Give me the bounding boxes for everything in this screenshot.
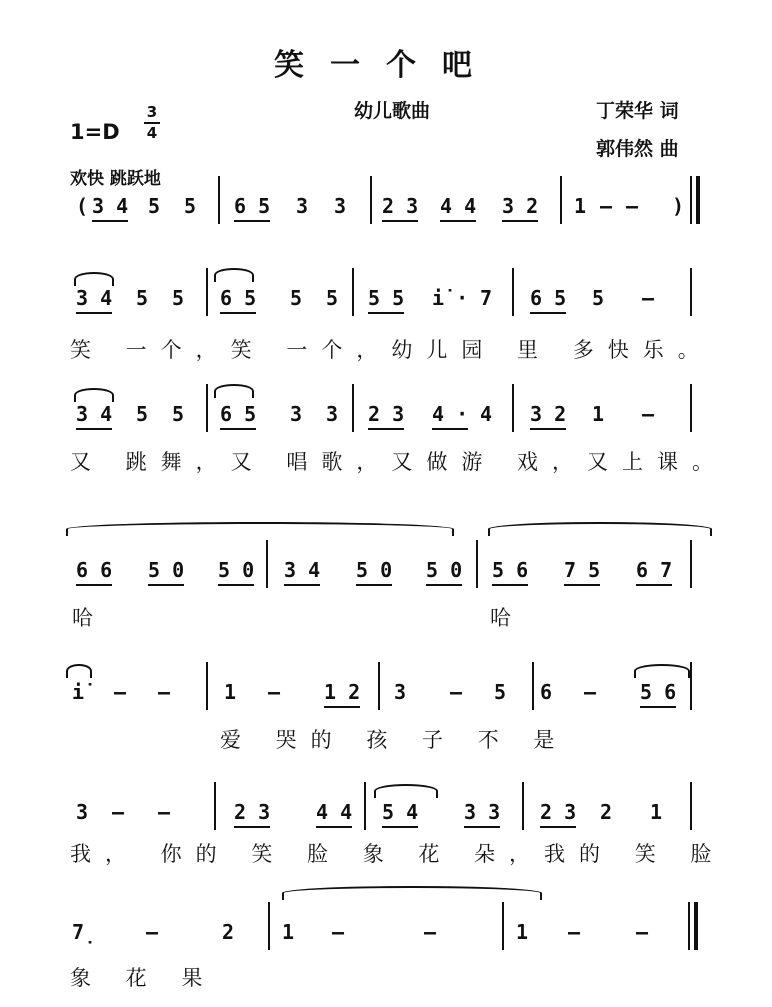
note: – — [146, 920, 159, 944]
time-sig-bottom: 4 — [146, 124, 158, 142]
key-signature: 1=D — [70, 120, 120, 144]
beam-underline — [356, 584, 392, 586]
beam-underline — [564, 584, 600, 586]
barline — [690, 384, 692, 432]
note: 5 — [592, 286, 605, 310]
note: 4 · — [432, 402, 469, 426]
note: 5 — [172, 402, 185, 426]
slur-arc — [66, 522, 454, 536]
note: 7̣ — [72, 920, 97, 944]
barline — [268, 902, 270, 950]
note: 5 4 — [382, 800, 419, 824]
note: – — [424, 920, 437, 944]
barline — [560, 176, 562, 224]
barline — [502, 902, 504, 950]
note: 6 5 — [220, 402, 257, 426]
beam-underline — [234, 826, 270, 828]
note: 7 5 — [564, 558, 601, 582]
beam-underline — [382, 220, 418, 222]
note: – — [600, 194, 613, 218]
note: 4 — [480, 402, 493, 426]
double-barline — [690, 176, 692, 224]
note: 3 — [290, 402, 303, 426]
note: – — [450, 680, 463, 704]
note: 1 — [650, 800, 663, 824]
beam-underline — [540, 826, 576, 828]
note: 5 — [290, 286, 303, 310]
note: 5 — [494, 680, 507, 704]
beam-underline — [76, 312, 112, 314]
lyricist: 丁荣华 词 — [596, 100, 679, 122]
barline — [522, 782, 524, 830]
barline — [206, 662, 208, 710]
slur-arc — [282, 886, 542, 900]
note: – — [158, 800, 171, 824]
lyric-line: 又 跳舞，又 唱歌，又做游 戏，又上课。 — [70, 450, 728, 474]
note: 6 5 — [234, 194, 271, 218]
subtitle: 幼儿歌曲 — [354, 100, 431, 122]
barline — [690, 662, 692, 710]
beam-underline — [368, 312, 404, 314]
lyric-line: 爱 哭的 孩 子 不 是 — [220, 728, 569, 752]
note: 3 4 — [92, 194, 129, 218]
note: 5 — [326, 286, 339, 310]
lyric-part: 哈 — [72, 606, 93, 630]
note: – — [584, 680, 597, 704]
beam-underline — [76, 428, 112, 430]
note: 1 — [592, 402, 605, 426]
note: 4 4 — [316, 800, 353, 824]
beam-underline — [492, 584, 528, 586]
beam-underline — [530, 312, 566, 314]
barline — [214, 782, 216, 830]
note: 5 0 — [356, 558, 393, 582]
note: 3 4 — [76, 286, 113, 310]
beam-underline — [148, 584, 184, 586]
note: 3 4 — [284, 558, 321, 582]
note: 5 — [184, 194, 197, 218]
barline — [206, 384, 208, 432]
note: 1 2 — [324, 680, 361, 704]
note: – — [112, 800, 125, 824]
note: 5 0 — [148, 558, 185, 582]
beam-underline — [218, 584, 254, 586]
note: 3 — [296, 194, 309, 218]
note: i̇ — [72, 680, 85, 704]
note: 6 5 — [220, 286, 257, 310]
barline — [370, 176, 372, 224]
song-title: 笑一个吧 — [274, 48, 498, 83]
beam-underline — [284, 584, 320, 586]
note: – — [642, 286, 655, 310]
note: – — [114, 680, 127, 704]
note: – — [626, 194, 639, 218]
note: 3 4 — [76, 402, 113, 426]
beam-underline — [220, 312, 256, 314]
slur-arc — [374, 784, 438, 798]
beam-underline — [368, 428, 404, 430]
beam-underline — [92, 220, 128, 222]
note: 1 — [224, 680, 237, 704]
note: 5 — [136, 402, 149, 426]
note: 3 — [76, 800, 89, 824]
barline-thick — [696, 176, 700, 224]
note: 1 — [282, 920, 295, 944]
composer: 郭伟然 曲 — [596, 138, 679, 160]
note: – — [158, 680, 171, 704]
note: 7 — [480, 286, 493, 310]
lyric-line: 象 花 果 — [70, 966, 217, 990]
beam-underline — [432, 428, 468, 430]
lyric-part: 哈 — [490, 606, 511, 630]
note: 2 3 — [368, 402, 405, 426]
note: 3 — [334, 194, 347, 218]
slur-arc — [214, 384, 254, 398]
double-barline — [688, 902, 690, 950]
slur-arc — [66, 664, 92, 678]
beam-underline — [636, 584, 672, 586]
note: 2 3 — [234, 800, 271, 824]
note: 6 5 — [530, 286, 567, 310]
note: 3 3 — [464, 800, 501, 824]
note: 4 4 — [440, 194, 477, 218]
note: 3 — [394, 680, 407, 704]
barline — [476, 540, 478, 588]
barline — [352, 384, 354, 432]
note: 6 6 — [76, 558, 113, 582]
note: 5 0 — [218, 558, 255, 582]
beam-underline — [220, 428, 256, 430]
note: 6 — [540, 680, 553, 704]
beam-underline — [382, 826, 418, 828]
lyric-line: 我， 你的 笑 脸 象 花 朵，我的 笑 脸 — [70, 842, 726, 866]
barline — [352, 268, 354, 316]
tempo-marking: 欢快 跳跃地 — [70, 169, 161, 189]
note: 3 2 — [530, 402, 567, 426]
note: – — [642, 402, 655, 426]
note: 2 — [222, 920, 235, 944]
beam-underline — [464, 826, 500, 828]
note: 2 3 — [540, 800, 577, 824]
note: ( — [76, 194, 89, 218]
note: 5 — [172, 286, 185, 310]
beam-underline — [234, 220, 270, 222]
note: – — [332, 920, 345, 944]
note: 1 — [516, 920, 529, 944]
beam-underline — [530, 428, 566, 430]
note: 5 — [136, 286, 149, 310]
barline — [690, 782, 692, 830]
note: 3 2 — [502, 194, 539, 218]
beam-underline — [640, 706, 676, 708]
lyric-line: 笑 一个，笑 一个，幼儿园 里 多快乐。 — [70, 338, 713, 362]
note: 5 0 — [426, 558, 463, 582]
barline — [218, 176, 220, 224]
note: – — [636, 920, 649, 944]
barline-thick — [694, 902, 698, 950]
beam-underline — [316, 826, 352, 828]
beam-underline — [324, 706, 360, 708]
note: i̇ · — [432, 286, 469, 310]
note: 3 — [326, 402, 339, 426]
note: 2 3 — [382, 194, 419, 218]
beam-underline — [440, 220, 476, 222]
beam-underline — [502, 220, 538, 222]
note: 5 6 — [492, 558, 529, 582]
note: 1 — [574, 194, 587, 218]
note: 5 5 — [368, 286, 405, 310]
barline — [266, 540, 268, 588]
note: 6 7 — [636, 558, 673, 582]
slur-arc — [488, 522, 712, 536]
time-signature — [142, 104, 162, 142]
beam-underline — [426, 584, 462, 586]
barline — [206, 268, 208, 316]
note: 2 — [600, 800, 613, 824]
slur-arc — [74, 272, 114, 286]
barline — [532, 662, 534, 710]
barline — [364, 782, 366, 830]
note: – — [268, 680, 281, 704]
barline — [378, 662, 380, 710]
barline — [512, 384, 514, 432]
slur-arc — [214, 268, 254, 282]
time-sig-top: 3 — [146, 103, 158, 121]
barline — [512, 268, 514, 316]
slur-arc — [74, 388, 114, 402]
barline — [690, 268, 692, 316]
note: ) — [672, 194, 685, 218]
barline — [690, 540, 692, 588]
note: 5 — [148, 194, 161, 218]
slur-arc — [634, 664, 690, 678]
note: – — [568, 920, 581, 944]
beam-underline — [76, 584, 112, 586]
note: 5 6 — [640, 680, 677, 704]
